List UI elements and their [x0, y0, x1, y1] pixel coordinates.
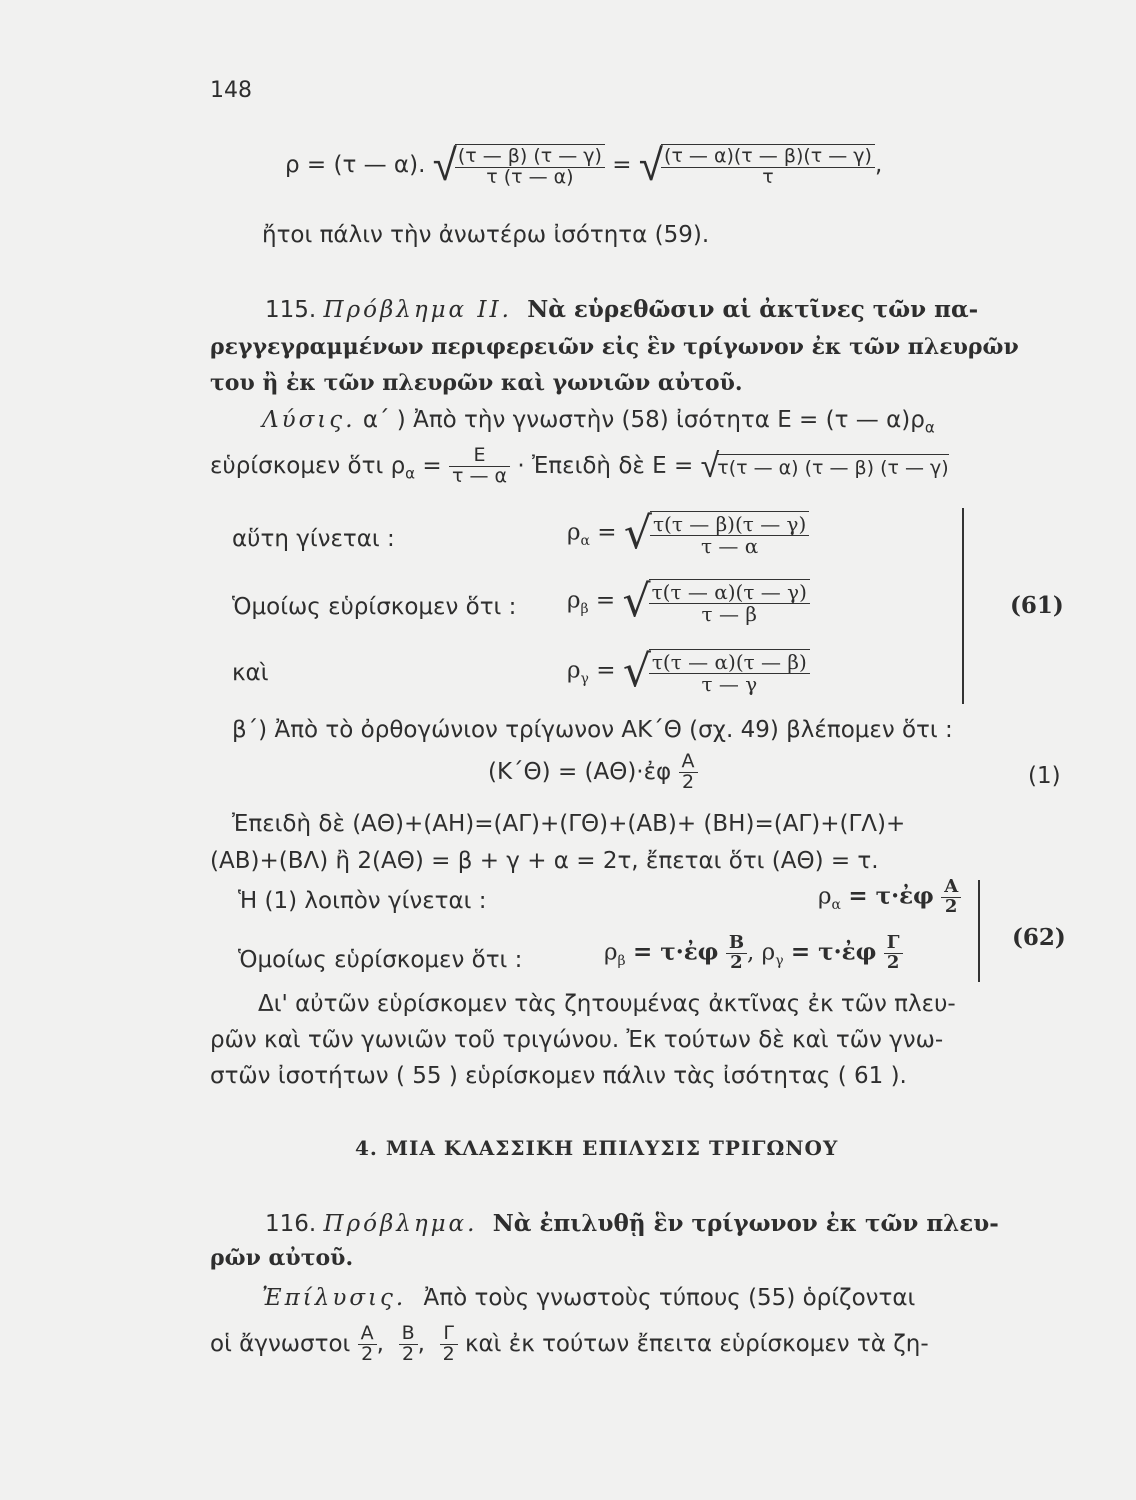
system62-row1-num: Α — [941, 878, 961, 898]
solution-116-f1-den: 2 — [361, 1342, 374, 1365]
solution-116-sep1: , — [376, 1330, 384, 1357]
solution-115-sqrt: √τ(τ — α) (τ — β) (τ — γ) — [700, 446, 949, 487]
section-heading: 4. ΜΙΑ ΚΛΑΣΣΙΚΗ ΕΠΙΛΥΣΙΣ ΤΡΙΓΩΝΟΥ — [355, 1136, 839, 1160]
partB-eq1-tag: (1) — [1028, 763, 1061, 789]
top-formula-lhs: ρ = (τ — α). — [285, 152, 426, 178]
solution-115-line2-b: · Ἐπειδὴ δὲ Ε = — [517, 452, 694, 479]
system62-row2-frac1 — [726, 934, 747, 973]
solution-116-frac1 — [358, 1324, 377, 1365]
system62-row2-den2: 2 — [886, 951, 900, 973]
solution-115-line1 — [262, 407, 935, 437]
top-formula-eq: = — [612, 152, 632, 178]
partB-line3: (ΑΒ)+(ΒΛ) ἢ 2(ΑΘ) = β + γ + α = 2τ, ἔπεται ὅτι (ΑΘ) = τ. — [210, 848, 879, 874]
solution-116-f2-den: 2 — [402, 1342, 415, 1365]
top-frac1-num: (τ — β) (τ — γ) — [455, 147, 605, 168]
system61-row2-num: τ(τ — α)(τ — γ) — [651, 579, 807, 604]
system62-row2-text: Ὁμοίως εὑρίσκομεν ὅτι : — [238, 947, 523, 973]
solution-115-text: α΄ ) Ἀπὸ τὴν γνωστὴν (58) ἰσότητα Ε = (τ — α)ρ — [362, 407, 925, 433]
system61-row1-formula: $\rho_\alpha$ = √ $\frac{\tau(\tau — \beta)(\tau — \gamma)}{\tau — \alpha}$ — [567, 508, 809, 559]
system62-row1-tef: = τ·ἐφ — [848, 882, 934, 910]
system62-row2-tef1: = τ·ἐφ — [632, 938, 719, 966]
rho-symbol: ρ — [604, 939, 618, 966]
top-formula-sqrt-2: √ $\frac{(\tau — \alpha)(\tau — \beta)(\tau — \gamma)}{\tau}$ — [639, 140, 875, 191]
solution-116-frac3 — [440, 1324, 458, 1365]
top-frac2-num: (τ — α)(τ — β)(τ — γ) — [661, 147, 875, 168]
problem-115-line1 — [265, 296, 978, 323]
system61-row2-sqrt: √ $\frac{\tau(\tau — \alpha)(\tau — \gamma)}{\tau — \beta}$ — [623, 576, 810, 627]
system61-row3-num: τ(τ — α)(τ — β) — [651, 649, 807, 674]
system62-row2-num2: Γ — [884, 934, 903, 954]
system62-row1-text: Ἡ (1) λοιπὸν γίνεται : — [238, 888, 487, 914]
system62-row1-den: 2 — [944, 895, 958, 917]
system61-brace — [962, 508, 964, 704]
system62-row1-frac — [941, 878, 961, 917]
conclusion-line1: Δι' αὐτῶν εὑρίσκομεν τὰς ζητουμένας ἀκτῖνας ἐκ τῶν πλευ- — [258, 991, 956, 1017]
rho-sub: α — [831, 896, 841, 913]
system61-number: (61) — [1010, 592, 1064, 619]
problem-116-text: Νὰ ἐπιλυθῇ ἓν τρίγωνον ἐκ τῶν πλευ- — [492, 1210, 999, 1237]
solution-116-line2-a: οἱ ἄγνωστοι — [210, 1330, 351, 1357]
solution-116-label: Ἐπίλυσις. — [262, 1285, 407, 1311]
system61-row3-formula: $\rho_\gamma$ = √ $\frac{\tau(\tau — \alpha)(\tau — \beta)}{\tau — \gamma}$ — [567, 646, 810, 697]
solution-116-f2-num: Β — [399, 1324, 418, 1345]
system61-row2-text: Ὁμοίως εὑρίσκομεν ὅτι : — [232, 594, 517, 620]
solution-115-line2-sub: α — [405, 464, 416, 483]
solution-116-line1 — [262, 1285, 915, 1311]
partB-eq1-den: 2 — [682, 770, 695, 793]
problem-116-label: Πρόβλημα. — [323, 1211, 478, 1237]
system61-row1-text: αὕτη γίνεται : — [232, 526, 395, 552]
problem-115-text: Νὰ εὑρεθῶσιν αἱ ἀκτῖνες τῶν πα- — [527, 296, 979, 323]
system61-row2-den: τ — β — [649, 603, 810, 625]
problem-115-line3: του ἢ ἐκ τῶν πλευρῶν καὶ γωνιῶν αὐτοῦ. — [210, 370, 743, 396]
top-frac1-den: τ (τ — α) — [486, 165, 574, 188]
system62-row1-formula — [818, 878, 961, 917]
rho-sub: β — [580, 601, 589, 618]
system61-row3-text: καὶ — [232, 660, 269, 686]
solution-115-sub: α — [924, 418, 935, 437]
conclusion-line3: στῶν ἰσοτήτων ( 55 ) εὑρίσκομεν πάλιν τὰς ἰσότητας ( 61 ). — [210, 1063, 907, 1089]
rho-sub: α — [580, 533, 590, 550]
solution-116-frac2 — [399, 1324, 418, 1365]
system61-row1-den: τ — α — [650, 535, 809, 557]
problem-115-line2: ρεγγεγραμμένων περιφερειῶν εἰς ἓν τρίγωνον ἐκ τῶν πλευρῶν — [210, 334, 1019, 360]
top-frac2-den: τ — [762, 165, 774, 188]
solution-115-frac-num: Ε — [449, 446, 510, 467]
top-formula-sqrt-1: √ $\frac{(\tau — \beta) (\tau — \gamma)}{\tau (\tau — \alpha)}$ — [433, 140, 605, 191]
intro-line: ἤτοι πάλιν τὴν ἀνωτέρω ἰσότητα (59). — [262, 222, 710, 248]
system61-row1-num: τ(τ — β)(τ — γ) — [652, 511, 807, 536]
system62-row2-tef2: = τ·ἐφ — [790, 938, 877, 966]
system61-row3-sqrt: √ $\frac{\tau(\tau — \alpha)(\tau — \beta)}{\tau — \gamma}$ — [623, 646, 810, 697]
top-formula — [285, 140, 882, 191]
system61-row1-sqrt: √ $\frac{\tau(\tau — \beta)(\tau — \gamma)}{\tau — \alpha}$ — [624, 508, 809, 559]
system62-row2-formula — [604, 934, 903, 973]
solution-115-label: Λύσις. — [262, 407, 356, 433]
partB-eq1-num: Α — [679, 752, 698, 773]
rho-symbol: ρ — [567, 587, 581, 614]
system62-row2-den1: 2 — [730, 951, 743, 973]
solution-115-frac-den: τ — α — [451, 464, 508, 487]
system61-row2-formula: $\rho_\beta$ = √ $\frac{\tau(\tau — \alpha)(\tau — \gamma)}{\tau — \beta}$ — [567, 576, 810, 627]
solution-116-text: Ἀπὸ τοὺς γνωστοὺς τύπους (55) ὁρίζονται — [423, 1285, 916, 1311]
problem-115-number: 115. — [265, 297, 317, 323]
solution-115-frac — [449, 446, 510, 487]
partB-eq1-frac — [679, 752, 698, 793]
rho-symbol: ρ — [567, 519, 581, 546]
rho-symbol: ρ — [567, 657, 581, 684]
solution-116-line2-b: καὶ ἐκ τούτων ἔπειτα εὑρίσκομεν τὰ ζη- — [464, 1330, 929, 1357]
solution-116-f3-den: 2 — [442, 1342, 455, 1365]
system61-row3-den: τ — γ — [649, 673, 810, 695]
partB-line2: Ἐπειδὴ δὲ (ΑΘ)+(ΑΗ)=(ΑΓ)+(ΓΘ)+(ΑΒ)+ (ΒΗ)=(ΑΓ)+(ΓΛ)+ — [232, 811, 906, 837]
problem-115-label: Πρόβλημα ΙΙ. — [323, 297, 512, 323]
solution-116-f1-num: Α — [358, 1324, 377, 1345]
page-number: 148 — [210, 78, 252, 103]
system62-row2-frac2 — [884, 934, 903, 973]
partB-line1: β΄) Ἀπὸ τὸ ὀρθογώνιον τρίγωνον ΑΚ΄Θ (σχ. 49) βλέπομεν ὅτι : — [232, 717, 953, 743]
solution-116-f3-num: Γ — [440, 1324, 458, 1345]
rho-symbol: ρ — [818, 883, 832, 910]
solution-115-line2-eq: = — [422, 452, 442, 479]
rho-sub: β — [617, 952, 626, 969]
rho-sub: γ — [580, 671, 589, 688]
solution-115-line2-a: εὑρίσκομεν ὅτι ρ — [210, 452, 406, 479]
rho-sub: γ — [775, 952, 784, 969]
solution-116-line2 — [210, 1324, 929, 1365]
problem-116-line1 — [265, 1210, 999, 1237]
problem-116-line2: ρῶν αὐτοῦ. — [210, 1245, 354, 1271]
conclusion-line2: ρῶν καὶ τῶν γωνιῶν τοῦ τριγώνου. Ἐκ τούτων δὲ καὶ τῶν γνω- — [210, 1027, 944, 1053]
solution-115-line2 — [210, 446, 949, 487]
solution-115-sqrt-body: τ(τ — α) (τ — β) (τ — γ) — [717, 454, 948, 479]
rho-symbol: ρ — [761, 939, 776, 966]
top-formula-trail: , — [874, 152, 883, 178]
system62-row2-sep: , — [747, 939, 755, 966]
system62-number: (62) — [1012, 924, 1066, 951]
system62-brace — [978, 880, 980, 982]
partB-eq1 — [488, 752, 698, 793]
solution-116-sep2: , — [417, 1330, 425, 1357]
problem-116-number: 116. — [265, 1211, 317, 1237]
system62-row2-num1: Β — [726, 934, 747, 954]
partB-eq1-lhs: (Κ΄Θ) = (ΑΘ)·ἐφ — [488, 758, 672, 785]
